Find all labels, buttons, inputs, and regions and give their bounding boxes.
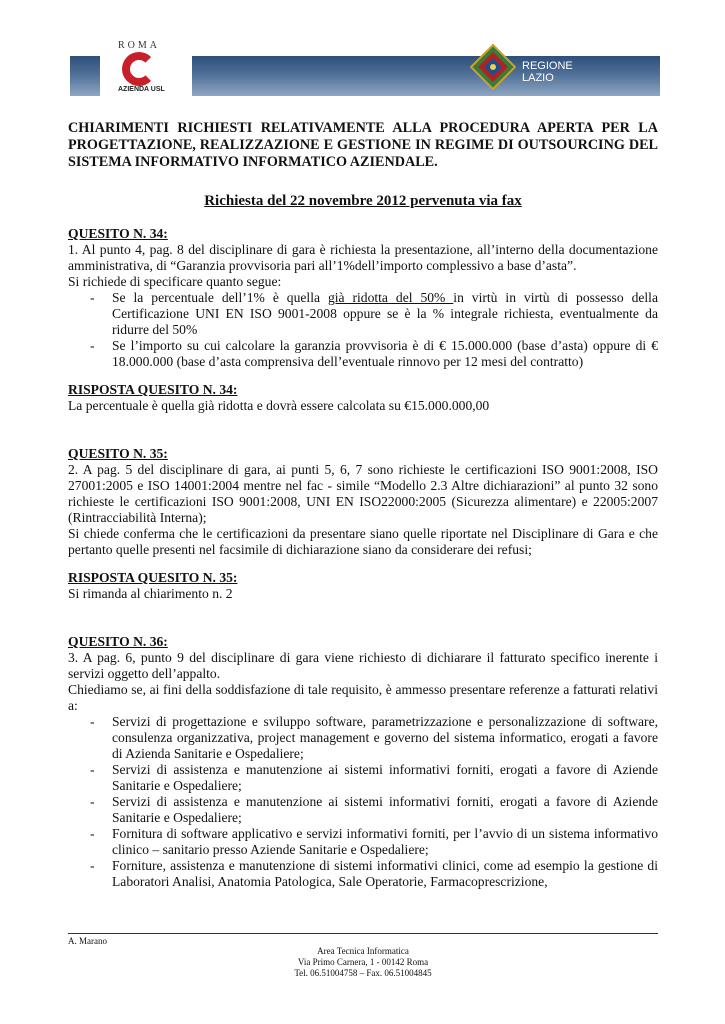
risposta-35-title: RISPOSTA QUESITO N. 35: xyxy=(68,570,238,585)
regione-lazio-emblem-icon xyxy=(470,44,516,90)
quesito-34-list xyxy=(68,290,658,370)
quesito-36-list xyxy=(68,714,658,890)
quesito-36-request: Chiediamo se, ai fini della soddisfazione di tale requisito, è ammesso presentare referenze a fatturati relativi a: xyxy=(68,682,658,713)
lazio-line: LAZIO xyxy=(522,72,554,84)
list-item xyxy=(68,290,658,338)
document-body xyxy=(68,120,658,890)
underlined-text: già ridotta del 50% xyxy=(327,290,454,305)
logo-azienda-text: AZIENDA USL xyxy=(118,86,165,93)
asl-roma-logo xyxy=(100,40,192,98)
page-footer xyxy=(68,933,658,979)
risposta-34-text: La percentuale è quella già ridotta e dovrà essere calcolata su €15.000.000,00 xyxy=(68,398,490,413)
regione-lazio-label xyxy=(522,60,573,84)
letterhead xyxy=(0,0,725,112)
quesito-34 xyxy=(68,226,658,370)
footer-author: A. Marano xyxy=(68,936,107,946)
footer-address: Via Primo Carnera, 1 - 00142 Roma xyxy=(297,957,429,967)
quesito-35-text: 2. A pag. 5 del disciplinare di gara, ai punti 5, 6, 7 sono richieste le certificazioni ISO 9001:2008, ISO 27001:2005 e ISO 14001:2004 mentre nel fac - simile “Modello 2.3 Altre dichiarazioni” al punto 32 sono richieste le certificazioni ISO 9001:2008, UNI EN ISO22000:2005 (Sicurezza alimentare) e 22005:2007 (Rintracciabilità Interna); xyxy=(68,462,658,525)
quesito-35-title: QUESITO N. 35: xyxy=(68,446,168,461)
quesito-35 xyxy=(68,446,658,558)
footer-contacts: Tel. 06.51004758 – Fax. 06.51004845 xyxy=(294,968,432,978)
footer-divider xyxy=(68,933,658,934)
risposta-34 xyxy=(68,382,658,414)
quesito-36-title: QUESITO N. 36: xyxy=(68,634,168,649)
quesito-36-text: 3. A pag. 6, punto 9 del disciplinare di gara viene richiesto di dichiarare il fatturato specifico inerente i servizi oggetto dell’appalto. xyxy=(68,650,658,681)
list-item: - Se l’importo su cui calcolare la garanzia provvisoria è di € 15.000.000 (base d’asta) oppure di € 18.000.000 (base d’asta comprensiva dell’eventuale rinnovo per 12 mesi del contratto) xyxy=(68,338,658,370)
list-item: - Servizi di progettazione e sviluppo software, parametrizzazione e personalizzazione di software, consulenza organizzativa, project management e governo del sistema informatico, erogati a favore di Azienda Sanitarie e Ospedaliere; xyxy=(68,714,658,762)
list-item: - Servizi di assistenza e manutenzione ai sistemi informativi forniti, erogati a favore di Aziende Sanitarie e Ospedaliere; xyxy=(68,762,658,794)
risposta-35 xyxy=(68,570,658,602)
list-item-text: Se la percentuale dell’1% è quella xyxy=(112,290,328,305)
list-item-text: in virtù in virtù di possesso della Certificazione UNI EN ISO 9001-2008 oppure se è la % integrale richiesta, eventualmente da ridurre del 50% xyxy=(112,290,658,337)
request-heading: Richiesta del 22 novembre 2012 pervenuta via fax xyxy=(204,193,522,209)
list-item: - Servizi di assistenza e manutenzione ai sistemi informativi forniti, erogati a favore di Aziende Sanitarie e Ospedaliere; xyxy=(68,794,658,826)
list-item: - Fornitura di software applicativo e servizi informativi forniti, per l’avvio di un sistema informativo clinico – sanitario presso Aziende Sanitarie e Ospedaliere; xyxy=(68,826,658,858)
risposta-35-text: Si rimanda al chiarimento n. 2 xyxy=(68,586,233,601)
regione-line: REGIONE xyxy=(522,60,573,72)
quesito-34-title: QUESITO N. 34: xyxy=(68,226,168,241)
logo-roma-text: ROMA xyxy=(118,40,161,51)
asl-roma-c-logo-icon xyxy=(122,52,156,86)
footer-office: Area Tecnica Informatica xyxy=(317,946,409,956)
quesito-35-request: Si chiede conferma che le certificazioni da presentare siano quelle riportate nel Disciplinare di Gara e che pertanto quelle presenti nel facsimile di dichiarazione siano da considerare dei refusi; xyxy=(68,526,658,557)
quesito-34-request: Si richiede di specificare quanto segue: xyxy=(68,274,282,289)
list-item: - Forniture, assistenza e manutenzione di sistemi informativi clinici, come ad esempio la gestione di Laboratori Analisi, Anatomia Patologica, Sale Operatorie, Farmacoprescrizione, xyxy=(68,858,658,890)
document-title: CHIARIMENTI RICHIESTI RELATIVAMENTE ALLA PROCEDURA APERTA PER LA PROGETTAZIONE, REALIZZAZIONE E GESTIONE IN REGIME DI OUTSOURCING DEL SISTEMA INFORMATIVO INFORMATICO AZIENDALE. xyxy=(68,120,658,170)
risposta-34-title: RISPOSTA QUESITO N. 34: xyxy=(68,382,238,397)
quesito-34-text: 1. Al punto 4, pag. 8 del disciplinare di gara è richiesta la presentazione, all’interno della documentazione amministrativa, di “Garanzia provvisoria pari all’1%dell’importo complessivo a base d’asta”. xyxy=(68,242,658,273)
quesito-36 xyxy=(68,634,658,890)
